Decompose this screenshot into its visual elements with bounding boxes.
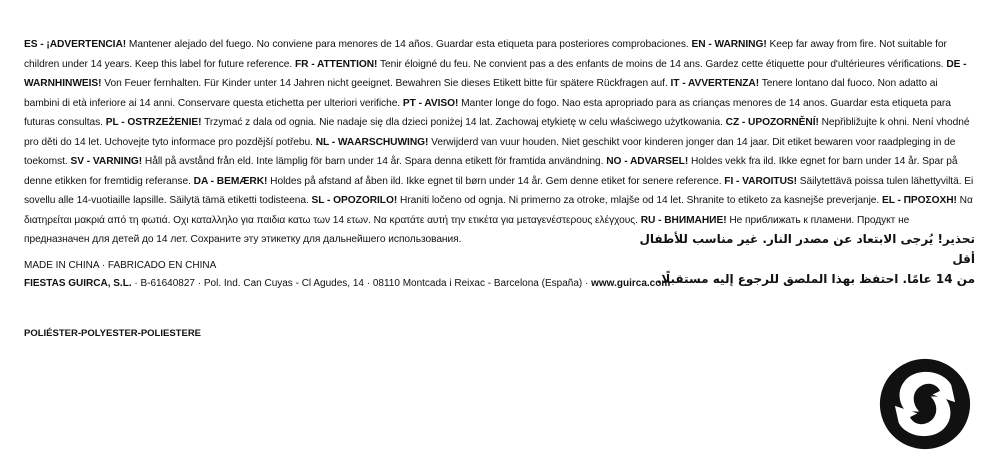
warning-heading: CZ - UPOZORNĚNÍ! <box>725 117 819 128</box>
green-dot-recycling-icon <box>878 357 972 451</box>
warning-text: Holdes vekk fra ild. Ikke egnet for barn under 14 år. Spar på denne etikken for fremtidig referanse. <box>24 156 958 187</box>
warning-heading: ES - ¡ADVERTENCIA! <box>24 39 127 50</box>
warning-text: Hraniti ločeno od ognja. Ni primerno za otroke, mlajše od 14 let. Shranite to etiketo za kasnejše preverjanje. <box>397 195 882 206</box>
arabic-warning-line-2: من 14 عامًا. احتفظ بهذا الملصق للرجوع إليه مستقبلًا. <box>656 272 975 286</box>
warning-text: Nepřibližujte k ohni. Není vhodné pro děti do 14 let. Uchovejte tyto informace pro pozdější potřebu. <box>24 117 970 148</box>
company-info <box>24 277 670 291</box>
warning-text: Να διατηρείται μακριά από τη φωτιά. Οχι καταλληλο για παιδια κατω των 14 ετων. Να κρατάτε αυτή την ετικέτα για μεταγενέστερους ελέγχους. <box>24 195 973 226</box>
warning-text: Tenere lontano dal fuoco. Non adatto ai bambini di età inferiore ai 14 anni. Conservare questa etichetta per ulteriori verifiche. <box>24 78 938 109</box>
arabic-warning <box>630 229 975 289</box>
warning-heading: NO - ADVARSEL! <box>606 156 689 167</box>
material-label: POLIÉSTER-POLYESTER-POLIESTERE <box>24 328 202 339</box>
made-in-label: MADE IN CHINA · FABRICADO EN CHINA <box>24 260 217 271</box>
warning-text: Mantener alejado del fuego. No conviene para menores de 14 años. Guardar esta etiqueta para posteriores comprobaciones. <box>126 39 692 50</box>
warning-text: Не приближать к пламени. Продукт не предназначен для детей до 14 лет. Сохраните эту этикетку для дальнейшего использования. <box>24 214 910 245</box>
warning-text: Keep far away from fire. Not suitable for children under 14 years. Keep this label for future reference. <box>24 39 947 70</box>
warning-text: Holdes på afstand af åben ild. Ikke egnet til børn under 14 år. Gem denne etiket for senere reference. <box>267 175 725 187</box>
warning-heading: IT - AVVERTENZA! <box>670 78 760 89</box>
warning-text: Håll på avstånd från eld. Inte lämplig för barn under 14 år. Spara denna etikett för framtida användning. <box>142 156 607 167</box>
company-website: www.guirca.com <box>591 278 671 289</box>
warning-text: Trzymać z dala od ognia. Nie nadaje się dla dzieci poniżej 14 lat. Zachowaj etykietę w celu właściwego użytkowania. <box>201 117 726 128</box>
arabic-warning-line-1: تحذير! يُرجى الابتعاد عن مصدر النار. غير مناسب للأطفال أقل <box>639 232 975 266</box>
warning-heading: FI - VAROITUS! <box>724 175 797 187</box>
warning-heading: FR - ATTENTION! <box>294 58 378 70</box>
warning-heading: EL - ΠΡΟΣΟΧΗ! <box>881 195 957 206</box>
warning-heading: PL - OSTRZEŻENIE! <box>105 117 202 128</box>
warning-text: Tenir éloigné du feu. Ne convient pas a des enfants de moins de 14 ans. Gardez cette étiquette pour d'ultérieures vérifications. <box>377 58 947 70</box>
warning-text: Von Feuer fernhalten. Für Kinder unter 14 Jahren nicht geeignet. Bewahren Sie dieses Etikett bitte für spätere Rückfragen auf. <box>101 78 671 89</box>
warning-text: Manter longe do fogo. Nao esta apropriado para as crianças menores de 14 anos. Guardar esta etiqueta para futuras consultas. <box>24 97 951 128</box>
company-details: · B-61640827 · Pol. Ind. Can Cuyas - Cl Agudes, 14 · 08110 Montcada i Reixac - Barcelona (España) · <box>131 278 592 289</box>
warning-heading: SV - VARNING! <box>70 156 143 167</box>
warning-heading: SL - OPOZORILO! <box>311 195 398 206</box>
warning-text: Verwijderd van vuur houden. Niet geschikt voor kinderen jonger dan 14 jaar. Dit etiket bewaren voor raadpleging in de toekomst. <box>24 136 956 167</box>
warning-heading: EN - WARNING! <box>691 39 767 50</box>
warning-heading: NL - WAARSCHUWING! <box>315 136 429 148</box>
warning-heading: RU - ВНИМАНИЕ! <box>640 214 727 226</box>
warning-heading: DE - WARNHINWEIS! <box>24 58 967 89</box>
warning-text: Säilytettävä poissa tulen lähettyviltä. Ei sovellu alle 14-vuotiaille lapsille. Säilytä tämä etiketti todisteena. <box>24 175 974 206</box>
warning-heading: PT - AVISO! <box>402 97 459 109</box>
warning-heading: DA - BEMÆRK! <box>193 175 268 187</box>
company-name: FIESTAS GUIRCA, S.L. <box>24 278 132 289</box>
multilingual-warning-text <box>24 35 974 250</box>
